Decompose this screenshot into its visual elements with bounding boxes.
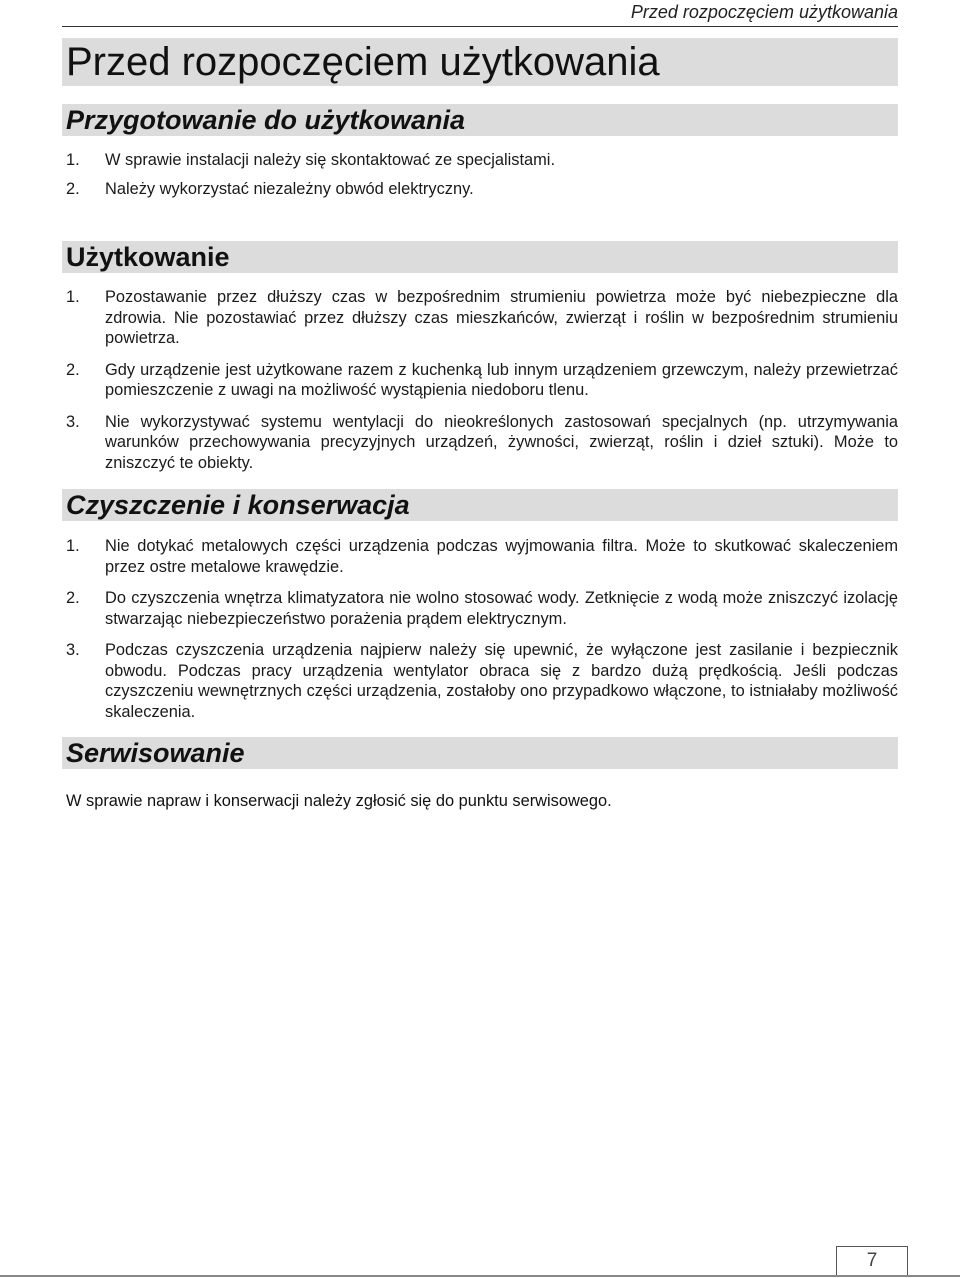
list-item-number: 1. bbox=[66, 151, 80, 169]
section-heading-usage bbox=[62, 241, 898, 273]
list-item-text: Nie wykorzystywać systemu wentylacji do nieokreślonych zastosowań specjalnych (np. utrzymywania warunków przechowywania precyzyjnych urządzeń, żywności, zwierząt, roślin i dzieł sztuki). Może to zniszczyć te obiekty. bbox=[105, 412, 898, 472]
section-heading-preparation-text: Przygotowanie do użytkowania bbox=[66, 105, 466, 135]
section-heading-preparation bbox=[62, 104, 898, 136]
page-number-box bbox=[836, 1246, 908, 1276]
list-item-number: 3. bbox=[66, 412, 80, 431]
list-item-text: Nie dotykać metalowych części urządzenia podczas wyjmowania filtra. Może to skutkować skaleczeniem przez ostre metalowe krawędzie. bbox=[105, 537, 898, 576]
list-item bbox=[62, 360, 898, 401]
list-item-number: 2. bbox=[66, 589, 80, 607]
running-header bbox=[62, 0, 898, 27]
section-heading-service bbox=[62, 737, 898, 769]
list-item bbox=[62, 412, 898, 474]
list-item-text: Gdy urządzenie jest użytkowane razem z kuchenką lub innym urządzeniem grzewczym, należy przewietrzać pomieszczenie z uwagi na możliwość wystąpienia niedoboru tlenu. bbox=[105, 360, 898, 399]
service-paragraph: W sprawie napraw i konserwacji należy zgłosić się do punktu serwisowego. bbox=[66, 792, 612, 810]
preparation-list bbox=[62, 150, 898, 210]
usage-list bbox=[62, 287, 898, 484]
footer-rule bbox=[0, 1275, 960, 1277]
list-item bbox=[62, 150, 898, 171]
running-header-title: Przed rozpoczęciem użytkowania bbox=[630, 2, 898, 22]
page-title bbox=[62, 38, 898, 86]
page-title-text: Przed rozpoczęciem użytkowania bbox=[66, 40, 660, 84]
list-item-text: Podczas czyszczenia urządzenia najpierw należy się upewnić, że wyłączone jest zasilanie i bezpiecznik obwodu. Podczas pracy urządzenia wentylator obraca się z bardzo dużą prędkością. Jeśli podczas czyszczeniu wewnętrznych części urządzenia, zostałoby ono przypadkowo włączone, to istniałaby możliwość skaleczenia. bbox=[105, 641, 898, 721]
list-item-text: W sprawie instalacji należy się skontaktować ze specjalistami. bbox=[105, 151, 556, 169]
list-item-text: Należy wykorzystać niezależny obwód elektryczny. bbox=[105, 179, 474, 198]
list-item-number: 2. bbox=[66, 179, 80, 198]
list-item-number: 1. bbox=[66, 288, 80, 306]
cleaning-list bbox=[62, 536, 898, 733]
list-item-text: Do czyszczenia wnętrza klimatyzatora nie wolno stosować wody. Zetknięcie z wodą może zniszczyć izolację stwarzając niebezpieczeństwo porażenia prądem elektrycznym. bbox=[105, 589, 898, 628]
list-item bbox=[62, 287, 898, 349]
section-heading-usage-text: Użytkowanie bbox=[66, 242, 230, 272]
section-heading-cleaning bbox=[62, 489, 898, 521]
list-item-number: 1. bbox=[66, 537, 80, 555]
list-item-text: Pozostawanie przez dłuższy czas w bezpośrednim strumieniu powietrza może być niebezpieczne dla zdrowia. Nie pozostawiać przez dłuższy czas mieszkańców, zwierząt i roślin w bezpośrednim strumieniu powietrza. bbox=[105, 288, 898, 347]
page-number: 7 bbox=[866, 1250, 878, 1271]
section-heading-service-text: Serwisowanie bbox=[66, 738, 245, 768]
list-item bbox=[62, 588, 898, 629]
section-heading-cleaning-text: Czyszczenie i konserwacja bbox=[66, 490, 410, 520]
list-item-number: 2. bbox=[66, 360, 80, 379]
list-item bbox=[62, 536, 898, 577]
list-item-number: 3. bbox=[66, 641, 80, 659]
list-item bbox=[62, 640, 898, 722]
list-item bbox=[62, 179, 898, 200]
